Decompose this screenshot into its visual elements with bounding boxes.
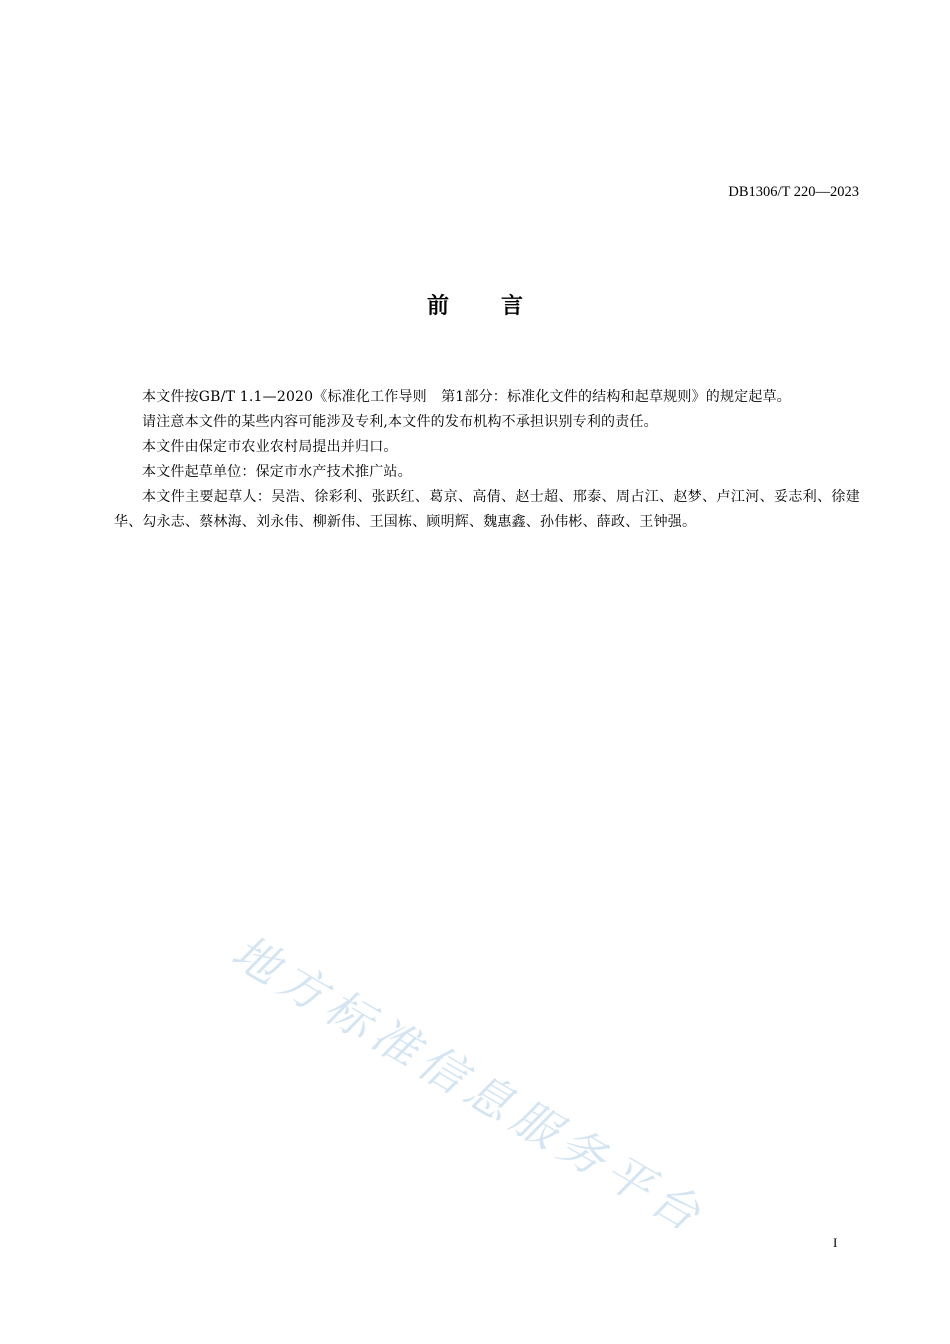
title-char-2: 言 [501,294,524,319]
paragraph-standard-basis: 本文件按GB/T 1.1—2020《标准化工作导则 第1部分：标准化文件的结构和起草规则》的规定起草。 [142,389,791,405]
paragraph-drafting-unit: 本文件起草单位：保定市水产技术推广站。 [142,464,412,480]
paragraph-drafters: 本文件主要起草人：吴浩、徐彩利、张跃红、葛京、高倩、赵士超、邢泰、周占江、赵梦、卢江河、妥志利、徐建华、勾永志、蔡林海、刘永伟、柳新伟、王国栋、顾明辉、魏惠鑫、孙伟彬、薛政、王钟强。 [114,489,860,530]
title-char-1: 前 [426,294,449,319]
paragraph-proposer: 本文件由保定市农业农村局提出并归口。 [142,439,398,455]
document-code: DB1306/T 220—2023 [728,184,859,200]
foreword-body [114,385,860,535]
page-number: I [833,1235,838,1250]
watermark: 地方标准信息服务平台 [222,924,716,1245]
paragraph-patent-notice: 请注意本文件的某些内容可能涉及专利,本文件的发布机构不承担识别专利的责任。 [142,414,658,430]
page-title [0,292,950,322]
